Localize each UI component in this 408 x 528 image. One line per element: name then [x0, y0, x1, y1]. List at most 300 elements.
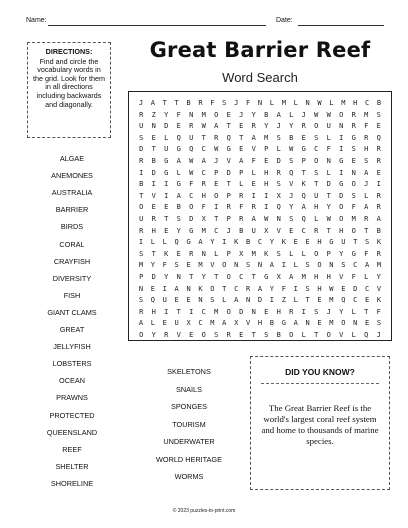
grid-letter: T — [151, 249, 156, 258]
grid-letter: F — [251, 157, 256, 165]
page-title: Great Barrier Reef — [149, 38, 371, 62]
grid-letter: T — [189, 273, 194, 281]
grid-letter: E — [239, 145, 244, 154]
grid-letter: R — [189, 122, 194, 131]
grid-letter: E — [264, 307, 269, 316]
word-list-item: LOBSTERS — [52, 359, 92, 369]
grid-letter: T — [214, 273, 219, 281]
grid-letter: Y — [264, 122, 269, 131]
did-you-know-box — [250, 356, 390, 490]
grid-letter: V — [226, 157, 231, 165]
did-you-know-divider — [261, 383, 379, 384]
word-list-item: JELLYFISH — [53, 342, 91, 352]
grid-letter: M — [364, 110, 369, 119]
grid-letter: C — [189, 191, 194, 200]
grid-letter: X — [201, 215, 206, 223]
grid-letter: S — [305, 261, 310, 270]
grid-letter: H — [276, 307, 281, 316]
grid-letter: K — [301, 180, 306, 189]
grid-letter: E — [289, 226, 294, 235]
grid-letter: X — [276, 191, 281, 200]
grid-letter: E — [176, 122, 181, 131]
grid-letter: S — [351, 191, 356, 200]
grid-letter: E — [317, 319, 322, 328]
grid-letter: I — [214, 203, 219, 212]
grid-letter: E — [305, 238, 310, 247]
grid-letter: U — [326, 122, 331, 131]
grid-letter: A — [176, 157, 181, 165]
word-list-item: SKELETONS — [167, 367, 211, 376]
grid-letter: C — [201, 307, 206, 316]
grid-letter: R — [376, 249, 381, 258]
grid-letter: Y — [289, 122, 294, 131]
grid-letter: R — [314, 226, 319, 235]
grid-letter: A — [276, 110, 281, 119]
grid-letter: E — [214, 180, 219, 189]
grid-letter: H — [314, 203, 319, 212]
grid-letter: I — [164, 180, 169, 189]
grid-letter: O — [339, 215, 344, 223]
grid-letter: W — [314, 110, 319, 119]
grid-letter: Z — [151, 110, 156, 119]
grid-letter: E — [189, 331, 194, 339]
grid-letter: W — [329, 284, 334, 293]
grid-letter: N — [305, 319, 310, 328]
grid-letter: F — [210, 99, 215, 107]
grid-letter: I — [339, 133, 344, 142]
grid-letter: P — [214, 168, 219, 177]
grid-letter: O — [314, 122, 319, 131]
grid-letter: G — [339, 157, 344, 165]
grid-letter: Q — [176, 133, 181, 142]
grid-letter: S — [289, 157, 294, 165]
grid-letter: A — [301, 203, 306, 212]
grid-letter: L — [293, 261, 298, 270]
grid-letter: H — [317, 238, 322, 247]
grid-letter: L — [176, 168, 181, 177]
grid-letter: S — [314, 133, 319, 142]
grid-letter: V — [176, 331, 181, 339]
grid-letter: N — [339, 122, 344, 131]
grid-letter: C — [257, 238, 263, 247]
grid-letter: S — [305, 284, 310, 293]
grid-letter: Y — [269, 284, 274, 293]
grid-letter: A — [176, 191, 181, 200]
grid-letter: N — [353, 319, 358, 328]
grid-letter: L — [289, 249, 294, 258]
grid-letter: V — [276, 226, 281, 235]
grid-letter: E — [176, 249, 181, 258]
word-list-item: ANEMONES — [51, 171, 93, 181]
grid-letter: B — [289, 133, 294, 142]
grid-letter: T — [353, 238, 358, 247]
grid-letter: U — [139, 122, 144, 131]
grid-letter: C — [201, 168, 206, 177]
grid-letter: T — [226, 122, 231, 131]
grid-letter: I — [339, 168, 344, 177]
grid-letter: W — [189, 168, 194, 177]
grid-letter: G — [176, 145, 181, 154]
grid-letter: S — [276, 133, 281, 142]
grid-letter: O — [139, 331, 144, 339]
grid-letter: O — [226, 273, 231, 281]
grid-letter: F — [364, 122, 369, 131]
grid-letter: K — [198, 284, 203, 293]
grid-letter: J — [301, 110, 306, 119]
grid-letter: E — [301, 133, 306, 142]
word-list-item: BIRDS — [60, 222, 84, 232]
grid-letter: L — [293, 99, 298, 107]
grid-letter: J — [289, 191, 294, 200]
grid-letter: A — [201, 157, 206, 165]
grid-letter: R — [214, 133, 219, 142]
grid-letter: D — [151, 168, 156, 177]
footer-credit: © 2023 puzzles-to-print.com — [172, 508, 236, 514]
grid-letter: I — [293, 284, 298, 293]
grid-letter: M — [251, 249, 256, 258]
grid-letter: B — [239, 226, 244, 235]
grid-letter: R — [351, 110, 356, 119]
did-you-know-text: The Great Barrier Reef is the world's largest coral reef system and home to thousands of marine species. — [261, 403, 379, 446]
grid-letter: L — [269, 99, 274, 107]
grid-letter: S — [376, 319, 382, 328]
grid-letter: G — [176, 180, 181, 189]
grid-letter: D — [276, 157, 281, 165]
grid-letter: B — [276, 331, 281, 339]
grid-letter: I — [222, 238, 227, 247]
grid-letter: O — [214, 191, 219, 200]
grid-letter: Q — [289, 168, 294, 177]
grid-letter: M — [329, 296, 334, 305]
grid-letter: V — [289, 180, 294, 189]
grid-letter: E — [365, 296, 370, 305]
grid-letter: N — [176, 273, 181, 281]
grid-letter: C — [198, 319, 203, 328]
grid-letter: M — [351, 215, 356, 223]
grid-letter: T — [151, 145, 156, 154]
grid-letter: L — [150, 319, 155, 328]
grid-letter: Y — [201, 273, 206, 281]
grid-letter: A — [174, 284, 179, 293]
grid-letter: H — [364, 145, 369, 154]
grid-letter: E — [174, 296, 179, 305]
grid-letter: R — [251, 122, 256, 131]
grid-letter: S — [264, 331, 269, 339]
grid-letter: P — [326, 249, 331, 258]
grid-letter: N — [305, 99, 310, 107]
grid-letter: F — [176, 110, 181, 119]
grid-letter: C — [214, 226, 219, 235]
grid-letter: U — [164, 145, 169, 154]
grid-letter: P — [264, 145, 269, 154]
grid-letter: R — [376, 203, 381, 212]
grid-letter: L — [314, 215, 319, 223]
grid-letter: Y — [376, 273, 381, 281]
grid-letter: Q — [364, 331, 369, 339]
grid-letter: D — [353, 284, 358, 293]
grid-letter: I — [264, 191, 269, 200]
word-list-item: WORMS — [174, 472, 204, 481]
grid-letter: O — [201, 331, 206, 339]
grid-letter: P — [226, 191, 231, 200]
grid-letter: C — [353, 296, 358, 305]
grid-letter: F — [351, 203, 356, 212]
grid-letter: U — [341, 238, 346, 247]
grid-letter: K — [376, 238, 382, 247]
grid-letter: I — [281, 261, 286, 270]
grid-letter: O — [326, 331, 331, 339]
grid-letter: T — [222, 284, 227, 293]
grid-letter: L — [214, 249, 219, 258]
grid-letter: I — [151, 180, 156, 189]
grid-letter: S — [314, 168, 319, 177]
grid-letter: L — [326, 133, 331, 142]
grid-letter: G — [264, 273, 269, 281]
grid-letter: C — [201, 145, 206, 154]
word-list-item: CRAYFISH — [53, 256, 91, 266]
grid-letter: U — [174, 319, 179, 328]
grid-letter: T — [164, 215, 169, 223]
grid-letter: O — [222, 261, 227, 270]
grid-letter: O — [289, 331, 294, 339]
grid-letter: G — [164, 157, 169, 165]
grid-letter: R — [351, 122, 356, 131]
grid-letter: L — [351, 331, 356, 339]
grid-letter: E — [317, 296, 322, 305]
grid-letter: V — [376, 284, 382, 293]
grid-letter: R — [139, 226, 144, 235]
grid-letter: G — [301, 145, 306, 154]
grid-letter: G — [329, 238, 334, 247]
grid-letter: S — [365, 238, 370, 247]
grid-letter: H — [353, 99, 358, 107]
grid-letter: E — [150, 284, 155, 293]
grid-letter: L — [326, 168, 331, 177]
word-search-grid — [128, 91, 392, 341]
grid-letter: D — [226, 168, 231, 177]
grid-letter: O — [189, 203, 194, 212]
grid-letter: O — [339, 110, 344, 119]
grid-letter: I — [376, 180, 381, 189]
word-list-item: GIANT CLAMS — [47, 307, 97, 317]
grid-letter: L — [251, 168, 256, 177]
grid-letter: Q — [301, 191, 306, 200]
grid-letter: E — [186, 261, 191, 270]
grid-letter: N — [257, 99, 263, 107]
grid-letter: U — [162, 296, 167, 305]
grid-letter: E — [164, 203, 169, 212]
grid-letter: B — [139, 180, 144, 189]
grid-letter: Q — [376, 133, 381, 142]
grid-letter: Y — [339, 307, 344, 316]
grid-letter: L — [301, 331, 306, 339]
grid-letter: A — [150, 99, 155, 107]
grid-letter: S — [139, 133, 144, 142]
grid-letter: J — [376, 331, 381, 339]
grid-letter: N — [326, 157, 331, 165]
grid-letter: G — [226, 145, 231, 154]
grid-letter: R — [376, 157, 381, 165]
grid-letter: I — [264, 203, 269, 212]
grid-letter: T — [314, 331, 319, 339]
directions-box — [27, 42, 111, 138]
grid-letter: M — [376, 261, 382, 270]
grid-letter: R — [239, 191, 244, 200]
grid-letter: F — [351, 273, 356, 281]
grid-letter: H — [264, 180, 269, 189]
grid-letter: Q — [276, 203, 281, 212]
grid-letter: S — [139, 249, 144, 258]
name-label: Name: — [26, 17, 47, 24]
grid-letter: T — [239, 133, 244, 142]
grid-letter: W — [326, 215, 331, 223]
grid-letter: L — [150, 238, 155, 247]
grid-letter: K — [164, 249, 169, 258]
grid-letter: Y — [339, 249, 344, 258]
grid-letter: B — [245, 238, 251, 247]
word-list-item: FISH — [63, 290, 81, 300]
grid-letter: B — [186, 99, 191, 107]
grid-letter: M — [264, 133, 269, 142]
word-list-item: SNAILS — [176, 384, 202, 394]
grid-letter: J — [226, 226, 231, 235]
grid-letter: L — [239, 180, 244, 189]
grid-letter: I — [339, 145, 344, 154]
grid-letter: V — [251, 145, 256, 154]
grid-letter: E — [376, 122, 381, 131]
grid-letter: W — [289, 145, 294, 154]
grid-letter: S — [214, 331, 219, 339]
grid-letter: M — [138, 261, 144, 270]
grid-letter: A — [376, 215, 381, 223]
grid-letter: M — [198, 261, 203, 270]
grid-letter: D — [164, 122, 169, 131]
grid-letter: E — [239, 122, 244, 131]
grid-letter: H — [151, 307, 156, 316]
grid-letter: A — [234, 296, 239, 305]
grid-letter: N — [245, 296, 251, 305]
grid-letter: D — [326, 180, 331, 189]
word-list-item: WORLD HERITAGE — [156, 454, 222, 464]
grid-letter: J — [138, 99, 144, 107]
grid-letter: T — [214, 215, 219, 223]
grid-letter: U — [251, 226, 256, 235]
grid-letter: E — [376, 168, 381, 177]
grid-letter: L — [289, 110, 294, 119]
grid-letter: L — [364, 273, 369, 281]
grid-letter: O — [339, 203, 344, 212]
grid-letter: I — [139, 168, 144, 177]
grid-letter: O — [341, 319, 346, 328]
grid-letter: Q — [174, 238, 179, 247]
grid-letter: H — [201, 191, 206, 200]
grid-letter: S — [210, 296, 215, 305]
grid-letter: T — [301, 168, 306, 177]
grid-letter: L — [162, 238, 167, 247]
grid-letter: N — [151, 122, 156, 131]
grid-letter: R — [239, 215, 244, 223]
grid-letter: N — [234, 261, 239, 270]
grid-letter: T — [139, 191, 144, 200]
grid-letter: C — [365, 99, 370, 107]
word-list-item: CORAL — [59, 239, 85, 249]
grid-letter: G — [186, 238, 191, 247]
word-list-item: AUSTRALIA — [51, 188, 93, 198]
grid-letter: N — [186, 284, 191, 293]
grid-letter: I — [162, 284, 167, 293]
grid-letter: A — [251, 215, 256, 223]
grid-letter: M — [329, 319, 334, 328]
name-date-row — [26, 15, 386, 29]
grid-letter: M — [210, 319, 215, 328]
grid-letter: F — [281, 284, 286, 293]
grid-letter: I — [301, 307, 306, 316]
grid-letter: K — [281, 238, 286, 247]
grid-letter: Y — [326, 203, 331, 212]
grid-letter: L — [364, 191, 369, 200]
grid-letter: S — [276, 249, 281, 258]
grid-letter: E — [264, 157, 269, 165]
grid-letter: M — [301, 273, 306, 281]
grid-letter: T — [176, 307, 181, 316]
grid-letter: N — [251, 307, 256, 316]
grid-letter: A — [198, 238, 203, 247]
grid-letter: K — [234, 238, 239, 247]
grid-letter: T — [314, 180, 319, 189]
grid-letter: K — [376, 296, 382, 305]
grid-letter: S — [222, 99, 227, 107]
grid-letter: L — [222, 296, 227, 305]
grid-letter: H — [314, 273, 319, 281]
grid-letter: L — [276, 145, 281, 154]
grid-letter: O — [351, 180, 356, 189]
grid-letter: R — [201, 180, 206, 189]
grid-letter: K — [264, 249, 269, 258]
grid-letter: W — [201, 122, 206, 131]
grid-letter: B — [376, 99, 382, 107]
grid-letter: N — [189, 110, 194, 119]
grid-letter: Q — [226, 133, 231, 142]
grid-letter: X — [234, 319, 239, 328]
grid-letter: L — [329, 99, 334, 107]
grid-letter: S — [376, 110, 381, 119]
grid-letter: F — [326, 145, 331, 154]
grid-letter: T — [326, 191, 331, 200]
grid-letter: U — [314, 191, 319, 200]
grid-letter: G — [164, 168, 169, 177]
date-line — [298, 25, 384, 26]
grid-letter: D — [139, 145, 144, 154]
grid-letter: W — [264, 215, 269, 223]
grid-letter: J — [239, 110, 244, 119]
grid-letter: R — [139, 307, 144, 316]
grid-letter: R — [276, 168, 281, 177]
grid-letter: A — [214, 122, 219, 131]
grid-letter: O — [314, 157, 319, 165]
grid-letter: T — [251, 273, 256, 281]
grid-letter: Q — [301, 215, 306, 223]
grid-letter: A — [293, 319, 298, 328]
grid-letter: I — [269, 296, 274, 305]
grid-letter: B — [269, 319, 274, 328]
grid-letter: S — [341, 261, 346, 270]
grid-letter: J — [364, 180, 369, 189]
grid-letter: E — [251, 180, 256, 189]
grid-letter: R — [198, 99, 203, 107]
grid-letter: C — [234, 284, 239, 293]
grid-letter: W — [214, 145, 219, 154]
word-list-item: DIVERSITY — [52, 273, 92, 283]
